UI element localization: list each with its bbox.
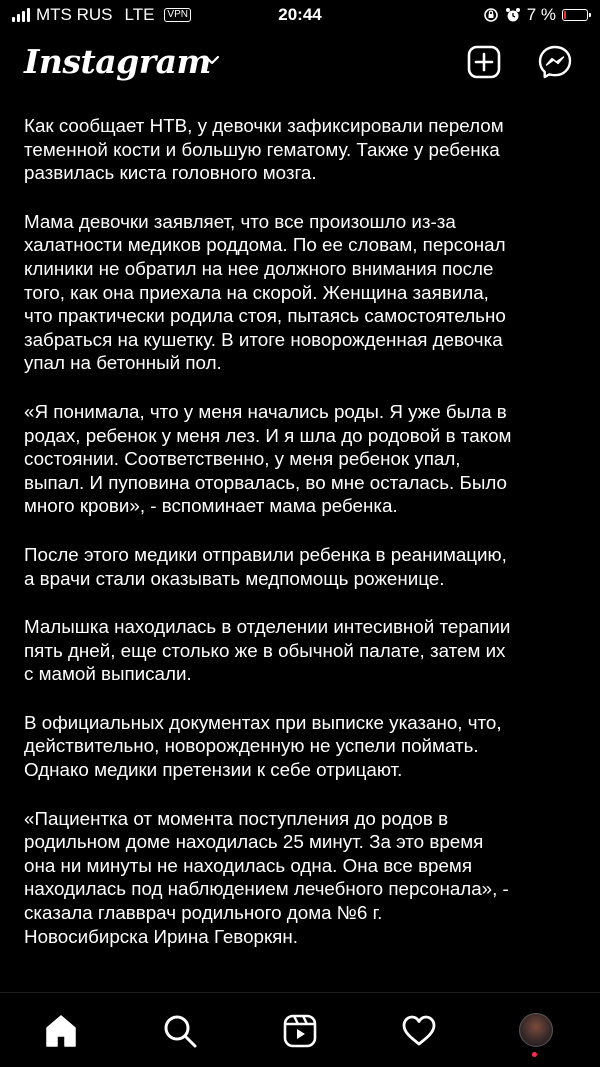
battery-icon (562, 9, 588, 21)
profile-avatar[interactable] (519, 1013, 553, 1047)
notification-dot (532, 1052, 537, 1057)
network-type: LTE (124, 5, 155, 24)
vpn-badge: VPN (164, 8, 191, 22)
reels-icon (282, 1013, 318, 1049)
messenger-button[interactable] (537, 44, 573, 80)
instagram-logo[interactable]: Instagram (24, 42, 211, 81)
chevron-down-icon[interactable] (204, 54, 220, 66)
caption-paragraph: «Пациентка от момента поступления до родов в родильном доме находилась 25 минут. За это время она ни минуты не находилась одна. Она все время находилась под наблюдением лечебного персонала», - сказала главврач родильного дома №6 г. Новосибирска Ирина Геворкян. (24, 807, 509, 947)
caption-paragraph: Как сообщает НТВ, у девочки зафиксировали перелом теменной кости и большую гематому. Также у ребенка развилась киста головного мозга. (24, 115, 504, 184)
caption-paragraph: Малышка находилась в отделении интесивной терапии пять дней, еще столько же в обычной палате, затем их с мамой выписали. (24, 616, 511, 685)
caption-paragraph: В официальных документах при выписке указано, что, действительно, новорожденную не успели поймать. Однако медики претензии к себе отрицают. (24, 711, 502, 781)
status-time: 20:44 (278, 5, 322, 24)
orientation-lock-icon (483, 7, 499, 23)
app-header (0, 30, 600, 96)
heart-icon (401, 1013, 437, 1049)
status-right (483, 5, 588, 25)
alarm-icon (505, 7, 521, 23)
battery-percent: 7 % (526, 5, 556, 24)
plus-square-icon (466, 44, 502, 80)
caption-paragraph: После этого медики отправили ребенка в реанимацию, а врачи стали оказывать медпомощь роженице. (24, 543, 507, 589)
status-bar (0, 0, 600, 30)
bottom-nav (0, 992, 600, 1067)
battery-fill (564, 11, 566, 19)
nav-reels[interactable] (282, 1013, 318, 1049)
nav-activity[interactable] (401, 1013, 437, 1049)
caption-paragraph: «Я понимала, что у меня начались роды. Я уже была в родах, ребенок у меня лез. И я шла до родовой в таком состоянии. Соответственно, у меня ребенок упал, выпал. И пуповина оторвалась, во мне осталась. Было много крови», - вспоминает мама ребенка. (24, 400, 512, 517)
nav-home[interactable] (43, 1013, 79, 1049)
post-caption (24, 114, 584, 973)
new-post-button[interactable] (466, 44, 502, 80)
nav-search[interactable] (162, 1013, 198, 1049)
search-icon (162, 1013, 198, 1049)
messenger-icon (537, 44, 573, 80)
home-icon (43, 1013, 79, 1049)
caption-paragraph: Мама девочки заявляет, что все произошло из-за халатности медиков роддома. По ее словам, персонал клиники не обратил на нее должного внимания после того, как она приехала на скорой. Женщина заявила, что практически родила стоя, пытаясь самостоятельно забраться на кушетку. В итоге новорожденная девочка упал на бетонный пол. (24, 210, 506, 374)
carrier-name: MTS RUS (36, 5, 113, 24)
